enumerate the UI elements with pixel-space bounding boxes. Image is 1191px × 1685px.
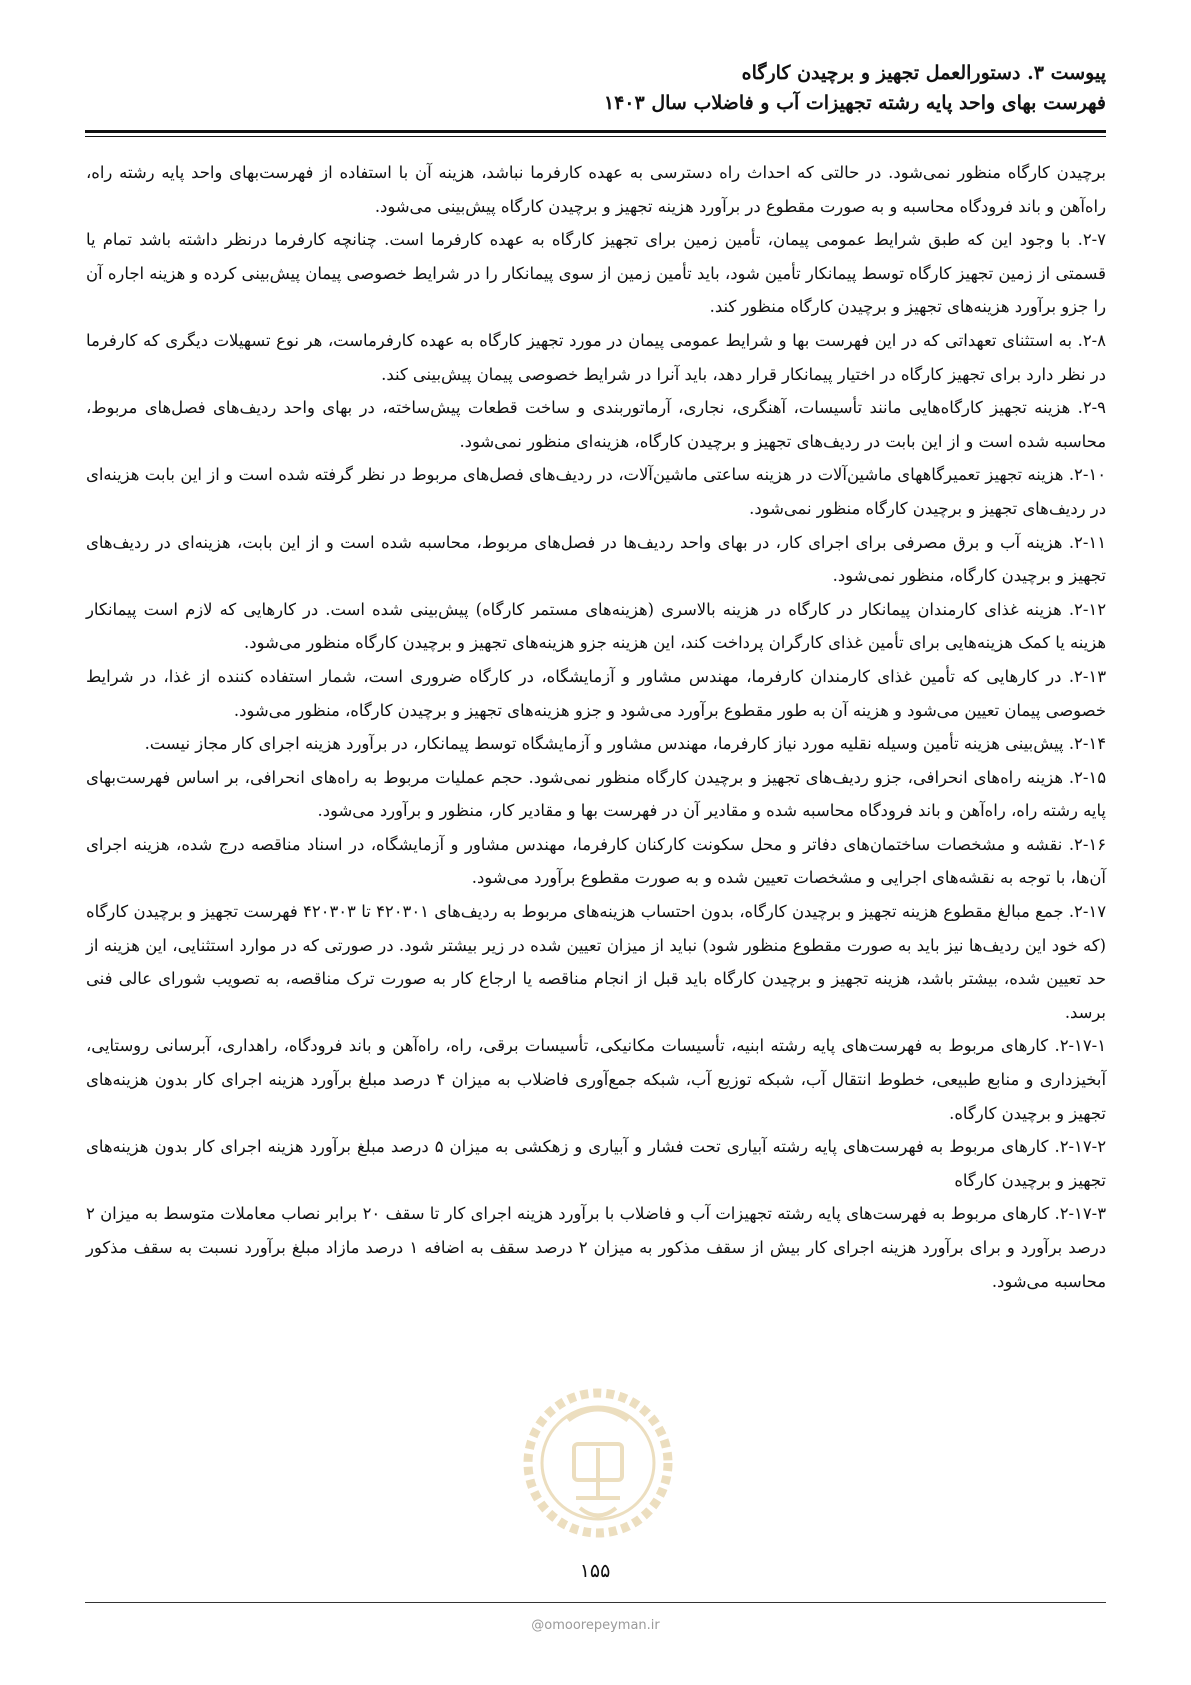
body-text bbox=[86, 156, 1106, 1298]
seal-logo-watermark-icon bbox=[520, 1358, 676, 1568]
paragraph: ۲-۱۷-۳. کارهای مربوط به فهرست‌های پایه رشته تجهیزات آب و فاضلاب با برآورد هزینه اجرای کار تا سقف ۲۰ برابر نصاب معاملات متوسط به میزان ۲ درصد برآورد و برای برآورد هزینه اجرای کار بیش از سقف مذکور به میزان ۲ درصد سقف به اضافه ۱ درصد مازاد مبلغ برآورد نسبت به سقف مذکور محاسبه می‌شود. bbox=[86, 1204, 1107, 1291]
footer-rule bbox=[85, 1602, 1106, 1603]
paragraph: ۲-۱۷-۲. کارهای مربوط به فهرست‌های پایه رشته آبیاری تحت فشار و آبیاری و زهکشی به میزان ۵ درصد مبلغ برآورد هزینه اجرای کار بدون هزینه‌های تجهیز و برچیدن کارگاه bbox=[86, 1137, 1106, 1190]
paragraph: ۲-۱۵. هزینه راه‌های انحرافی، جزو ردیف‌های تجهیز و برچیدن کارگاه منظور نمی‌شود. حجم عملیات مربوط به راه‌های انحرافی، بر اساس فهرست‌بهای پایه رشته راه، راه‌آهن و باند فرودگاه محاسبه شده و مقادیر آن در فهرست بها و مقادیر کار، منظور و برآورد می‌شود. bbox=[86, 767, 1106, 821]
paragraph: ۲-۱۷. جمع مبالغ مقطوع هزینه تجهیز و برچیدن کارگاه، بدون احتساب هزینه‌های مربوط به ردیف‌های ۴۲۰۳۰۱ تا ۴۲۰۳۰۳ فهرست تجهیز و برچیدن کارگاه (که خود این ردیف‌ها نیز باید به صورت مقطوع منظور شود) نباید از میزان تعیین شده در زیر بیشتر شود. در صورتی که در موارد استثنایی، این هزینه از حد تعیین شده، بیشتر باشد، هزینه تجهیز و برچیدن کارگاه باید قبل از انجام مناقصه یا ارجاع کار به صورت ترک مناقصه، به تصویب شورای عالی فنی برسد. bbox=[86, 902, 1106, 1022]
paragraph: ۲-۱۴. پیش‌بینی هزینه تأمین وسیله نقلیه مورد نیاز کارفرما، مهندس مشاور و آزمایشگاه توسط پیمانکار، در برآورد هزینه اجرای کار مجاز نیست. bbox=[144, 734, 1106, 754]
page-header bbox=[86, 58, 1106, 118]
header-rule-thick bbox=[85, 130, 1106, 133]
paragraph: ۲-۱۷-۱. کارهای مربوط به فهرست‌های پایه رشته ابنیه، تأسیسات مکانیکی، تأسیسات برقی، راه، راه‌آهن و باند فرودگاه، راهداری، آبرسانی روستایی، آبخیزداری و منابع طبیعی، خطوط انتقال آب، شبکه توزیع آب، شبکه جمع‌آوری فاضلاب به میزان ۴ درصد مبلغ برآورد هزینه اجرای کار بدون هزینه‌های تجهیز و برچیدن کارگاه. bbox=[86, 1036, 1106, 1123]
paragraph: ۲-۱۶. نقشه و مشخصات ساختمان‌های دفاتر و محل سکونت کارکنان کارفرما، مهندس مشاور و آزمایشگاه، در اسناد مناقصه درج شده، هزینه اجرای آن‌ها، با توجه به نقشه‌های اجرایی و مشخصات تعیین شده و به صورت مقطوع برآورد می‌شود. bbox=[86, 834, 1106, 888]
page-number: ۱۵۵ bbox=[579, 1560, 611, 1582]
paragraph: ۲-۱۱. هزینه آب و برق مصرفی برای اجرای کار، در بهای واحد ردیف‌ها در فصل‌های مربوط، محاسبه شده است و از این بابت، هزینه‌ای در ردیف‌های تجهیز و برچیدن کارگاه، منظور نمی‌شود. bbox=[86, 532, 1106, 586]
paragraph: ۲-۸. به استثنای تعهداتی که در این فهرست بها و شرایط عمومی پیمان در مورد تجهیز کارگاه به عهده کارفرماست، هر نوع تسهیلات دیگری که کارفرما در نظر دارد برای تجهیز کارگاه در اختیار پیمانکار قرار دهد، باید آنرا در شرایط خصوصی پیمان پیش‌بینی کند. bbox=[86, 330, 1106, 384]
paragraph: ۲-۱۳. در کارهایی که تأمین غذای کارمندان کارفرما، مهندس مشاور و آزمایشگاه، در کارگاه ضروری است، شمار استفاده کننده از غذا، در شرایط خصوصی پیمان تعیین می‌شود و هزینه آن به طور مقطوع برآورد می‌شود و جزو هزینه‌های تجهیز و برچیدن کارگاه، منظور می‌شود. bbox=[86, 666, 1106, 720]
paragraph: ۲-۱۰. هزینه تجهیز تعمیرگاههای ماشین‌آلات در هزینه ساعتی ماشین‌آلات، در ردیف‌های فصل‌های مربوط در نظر گرفته شده است و از این بابت هزینه‌ای در ردیف‌های تجهیز و برچیدن کارگاه منظور نمی‌شود. bbox=[86, 465, 1106, 518]
header-line-1: پیوست ۳. دستورالعمل تجهیز و برچیدن کارگاه bbox=[741, 62, 1106, 84]
paragraph: ۲-۷. با وجود این که طبق شرایط عمومی پیمان، تأمین زمین برای تجهیز کارگاه به عهده کارفرما است. چنانچه کارفرما درنظر داشته باشد تمام یا قسمتی از زمین تجهیز کارگاه توسط پیمانکار تأمین شود، باید تأمین زمین از سوی پیمانکار را در شرایط خصوصی پیمان پیش‌بینی کرده و هزینه اجاره آن را جزو برآورد هزینه‌های تجهیز و برچیدن کارگاه منظور کند. bbox=[86, 230, 1106, 317]
paragraph: ۲-۱۲. هزینه غذای کارمندان پیمانکار در کارگاه در هزینه بالاسری (هزینه‌های مستمر کارگاه) پیش‌بینی شده است. در کارهایی که لازم است پیمانکار هزینه یا کمک هزینه‌هایی برای تأمین غذای کارگران پرداخت کند، این هزینه جزو هزینه‌های تجهیز و برچیدن کارگاه منظور می‌شود. bbox=[86, 599, 1106, 653]
header-line-2: فهرست بهای واحد پایه رشته تجهیزات آب و فاضلاب سال ۱۴۰۳ bbox=[603, 92, 1106, 114]
site-watermark-text: @omoorepeyman.ir bbox=[531, 1618, 660, 1633]
header-rule-thin bbox=[85, 136, 1106, 137]
paragraph: برچیدن کارگاه منظور نمی‌شود. در حالتی که احداث راه دسترسی به عهده کارفرما نباشد، هزینه آن با استفاده از فهرست‌بهای واحد پایه رشته راه، راه‌آهن و باند فرودگاه محاسبه و به صورت مقطوع در برآورد هزینه تجهیز و برچیدن کارگاه پیش‌بینی می‌شود. bbox=[86, 163, 1106, 216]
paragraph: ۲-۹. هزینه تجهیز کارگاه‌هایی مانند تأسیسات، آهنگری، نجاری، آرماتوربندی و ساخت قطعات پیش‌ساخته، در بهای واحد ردیف‌های فصل‌های مربوط، محاسبه شده است و از این بابت در ردیف‌های تجهیز و برچیدن کارگاه، هزینه‌ای منظور نمی‌شود. bbox=[86, 398, 1106, 451]
